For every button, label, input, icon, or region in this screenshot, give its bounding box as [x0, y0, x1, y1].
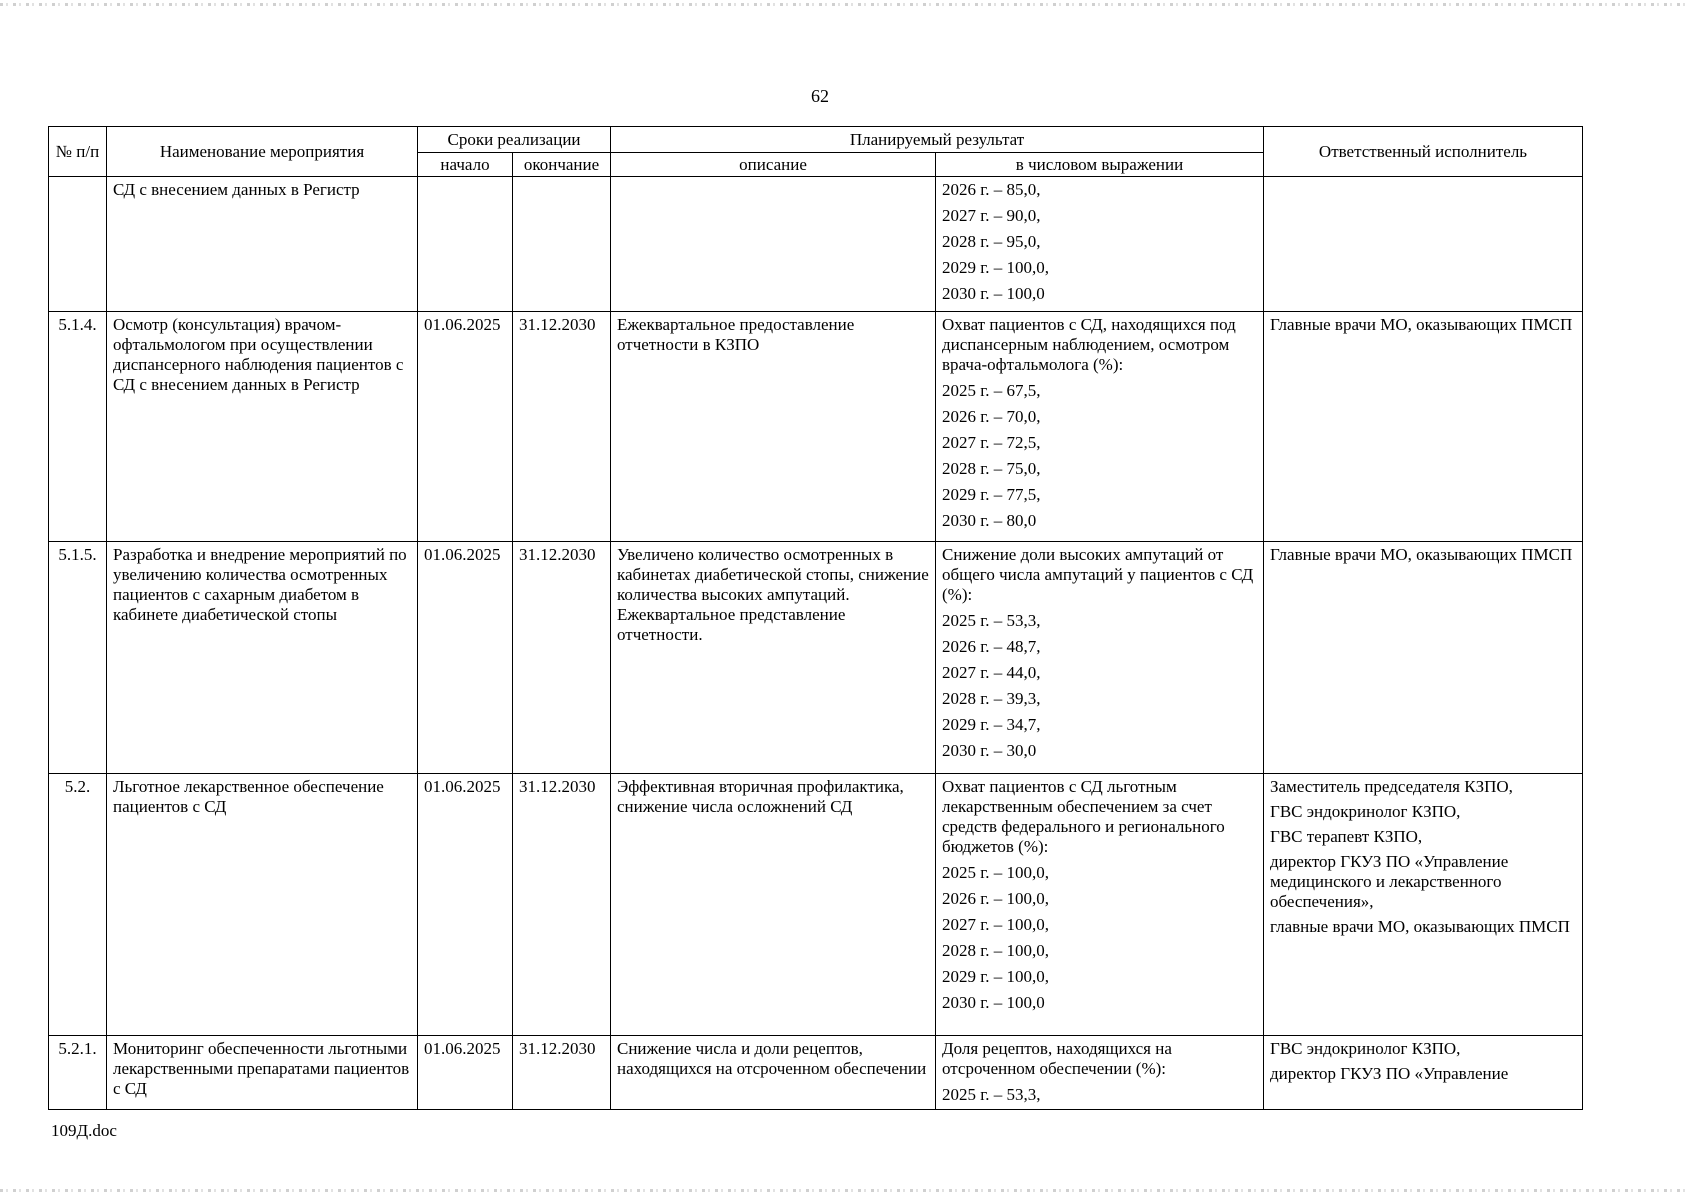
start-date: 01.06.2025	[418, 542, 513, 774]
responsible-executor	[1264, 177, 1583, 312]
result-numeric	[936, 774, 1264, 1036]
activity-name: Льготное лекарственное обеспечение пациентов с СД	[107, 774, 418, 1036]
responsible-line: ГВС эндокринолог КЗПО,	[1270, 802, 1461, 821]
year-value: 2025 г. – 53,3,	[942, 611, 1041, 630]
year-value: 2026 г. – 48,7,	[942, 637, 1041, 656]
result-description: Ежеквартальное предоставление отчетности в КЗПО	[611, 312, 936, 542]
result-numeric	[936, 312, 1264, 542]
header-end: окончание	[513, 153, 611, 177]
year-value: 2027 г. – 72,5,	[942, 433, 1041, 452]
responsible-line: Главные врачи МО, оказывающих ПМСП	[1270, 545, 1573, 564]
year-value: 2026 г. – 100,0,	[942, 889, 1050, 908]
end-date	[513, 177, 611, 312]
row-number: 5.1.5.	[49, 542, 107, 774]
year-value: 2030 г. – 80,0	[942, 511, 1037, 530]
year-value: 2029 г. – 100,0,	[942, 967, 1050, 986]
year-value: 2026 г. – 85,0,	[942, 180, 1041, 199]
activity-name: Разработка и внедрение мероприятий по увеличению количества осмотренных пациентов с сахарным диабетом в кабинете диабетической стопы	[107, 542, 418, 774]
row-number: 5.2.	[49, 774, 107, 1036]
table-row	[49, 774, 1583, 1036]
result-description: Увеличено количество осмотренных в кабинетах диабетической стопы, снижение количества высоких ампутаций. Ежеквартальное представление отчетности.	[611, 542, 936, 774]
table-row	[49, 177, 1583, 312]
responsible-line: ГВС терапевт КЗПО,	[1270, 827, 1423, 846]
activity-name: Осмотр (консультация) врачом-офтальмологом при осуществлении диспансерного наблюдения пациентов с СД с внесением данных в Регистр	[107, 312, 418, 542]
header-period: Сроки реализации	[418, 127, 611, 153]
numeric-indicator: Охват пациентов с СД, находящихся под диспансерным наблюдением, осмотром врача-офтальмолога (%):	[942, 315, 1236, 374]
year-value: 2028 г. – 95,0,	[942, 232, 1041, 251]
table-body	[49, 177, 1583, 1110]
plan-table	[48, 126, 1583, 1110]
year-value: 2026 г. – 70,0,	[942, 407, 1041, 426]
start-date: 01.06.2025	[418, 1036, 513, 1110]
row-number: 5.2.1.	[49, 1036, 107, 1110]
year-value: 2030 г. – 100,0	[942, 284, 1045, 303]
result-numeric	[936, 177, 1264, 312]
year-value: 2027 г. – 90,0,	[942, 206, 1041, 225]
year-value: 2029 г. – 77,5,	[942, 485, 1041, 504]
responsible-executor	[1264, 1036, 1583, 1110]
year-value: 2030 г. – 100,0	[942, 993, 1045, 1012]
year-value: 2028 г. – 100,0,	[942, 941, 1050, 960]
result-numeric	[936, 1036, 1264, 1110]
scan-edge-top	[0, 3, 1686, 6]
row-number: 5.1.4.	[49, 312, 107, 542]
responsible-executor	[1264, 774, 1583, 1036]
scan-edge-bottom	[0, 1189, 1686, 1192]
responsible-line: Главные врачи МО, оказывающих ПМСП	[1270, 315, 1573, 334]
responsible-line: Заместитель председателя КЗПО,	[1270, 777, 1513, 796]
header-name: Наименование мероприятия	[107, 127, 418, 177]
responsible-line: ГВС эндокринолог КЗПО,	[1270, 1039, 1461, 1058]
year-value: 2029 г. – 100,0,	[942, 258, 1050, 277]
responsible-executor	[1264, 312, 1583, 542]
header-responsible: Ответственный исполнитель	[1264, 127, 1583, 177]
year-value: 2027 г. – 44,0,	[942, 663, 1041, 682]
start-date: 01.06.2025	[418, 312, 513, 542]
activity-name: СД с внесением данных в Регистр	[107, 177, 418, 312]
year-value: 2029 г. – 34,7,	[942, 715, 1041, 734]
header-result: Планируемый результат	[611, 127, 1264, 153]
year-value: 2027 г. – 100,0,	[942, 915, 1050, 934]
row-number	[49, 177, 107, 312]
result-description: Эффективная вторичная профилактика, снижение числа осложнений СД	[611, 774, 936, 1036]
activity-name: Мониторинг обеспеченности льготными лекарственными препаратами пациентов с СД	[107, 1036, 418, 1110]
end-date: 31.12.2030	[513, 312, 611, 542]
header-description: описание	[611, 153, 936, 177]
responsible-executor	[1264, 542, 1583, 774]
end-date: 31.12.2030	[513, 774, 611, 1036]
footer-filename: 109Д.doc	[51, 1121, 117, 1140]
start-date	[418, 177, 513, 312]
table-row	[49, 1036, 1583, 1110]
responsible-line: главные врачи МО, оказывающих ПМСП	[1270, 917, 1570, 936]
year-value: 2028 г. – 39,3,	[942, 689, 1041, 708]
year-value: 2025 г. – 53,3,	[942, 1085, 1041, 1104]
table-header	[49, 127, 1583, 177]
year-value: 2025 г. – 67,5,	[942, 381, 1041, 400]
numeric-indicator: Охват пациентов с СД льготным лекарственным обеспечением за счет средств федерального и регионального бюджетов (%):	[942, 777, 1225, 856]
end-date: 31.12.2030	[513, 1036, 611, 1110]
responsible-line: директор ГКУЗ ПО «Управление	[1270, 1064, 1509, 1083]
numeric-indicator: Доля рецептов, находящихся на отсроченном обеспечении (%):	[942, 1039, 1172, 1078]
header-numeric: в числовом выражении	[936, 153, 1264, 177]
header-start: начало	[418, 153, 513, 177]
result-numeric	[936, 542, 1264, 774]
numeric-indicator: Снижение доли высоких ампутаций от общего числа ампутаций у пациентов с СД (%):	[942, 545, 1254, 604]
result-description: Снижение числа и доли рецептов, находящихся на отсроченном обеспечении	[611, 1036, 936, 1110]
page-number: 62	[811, 86, 829, 106]
year-value: 2025 г. – 100,0,	[942, 863, 1050, 882]
table-row	[49, 542, 1583, 774]
year-value: 2028 г. – 75,0,	[942, 459, 1041, 478]
header-num: № п/п	[49, 127, 107, 177]
responsible-line: директор ГКУЗ ПО «Управление медицинского и лекарственного обеспечения»,	[1270, 852, 1509, 911]
start-date: 01.06.2025	[418, 774, 513, 1036]
end-date: 31.12.2030	[513, 542, 611, 774]
year-value: 2030 г. – 30,0	[942, 741, 1037, 760]
table-row	[49, 312, 1583, 542]
result-description	[611, 177, 936, 312]
